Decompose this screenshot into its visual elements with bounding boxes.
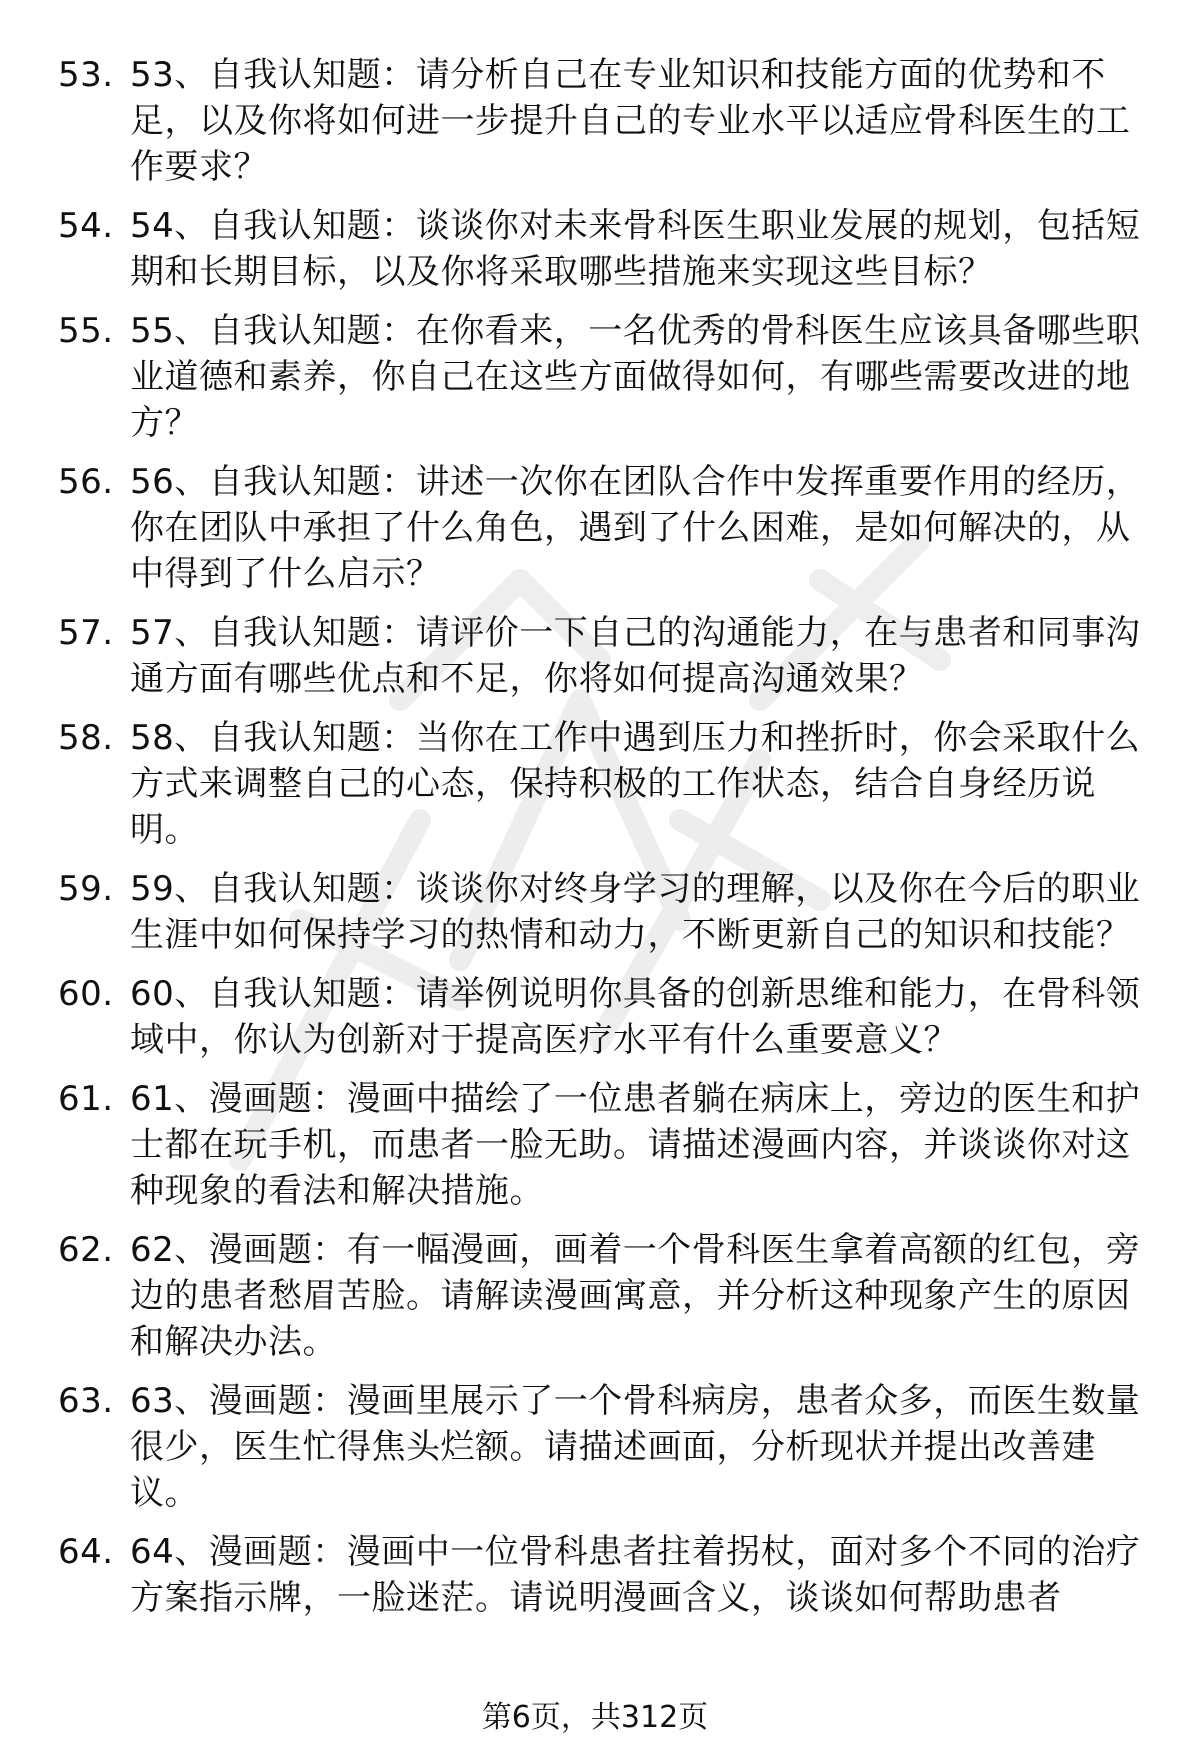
list-item <box>58 1076 1148 1214</box>
question-list <box>58 52 1148 1634</box>
item-text: 59、自我认知题：谈谈你对终身学习的理解，以及你在今后的职业生涯中如何保持学习的热情和动力，不断更新自己的知识和技能？ <box>130 869 1141 955</box>
list-item <box>58 610 1148 702</box>
list-item <box>58 1378 1148 1516</box>
item-text: 58、自我认知题：当你在工作中遇到压力和挫折时，你会采取什么方式来调整自己的心态，保持积极的工作状态，结合自身经历说明。 <box>130 718 1141 850</box>
item-text: 57、自我认知题：请评价一下自己的沟通能力，在与患者和同事沟通方面有哪些优点和不足，你将如何提高沟通效果？ <box>130 613 1141 699</box>
item-text: 64、漫画题：漫画中一位骨科患者拄着拐杖，面对多个不同的治疗方案指示牌，一脸迷茫。请说明漫画含义，谈谈如何帮助患者 <box>130 1532 1141 1618</box>
list-item <box>58 459 1148 597</box>
list-item <box>58 715 1148 853</box>
item-number: 56. <box>58 462 114 502</box>
list-item <box>58 1529 1148 1621</box>
list-item <box>58 971 1148 1063</box>
item-text: 63、漫画题：漫画里展示了一个骨科病房，患者众多，而医生数量很少，医生忙得焦头烂额。请描述画面，分析现状并提出改善建议。 <box>130 1381 1141 1513</box>
item-number: 58. <box>58 718 114 758</box>
item-number: 55. <box>58 311 114 351</box>
item-number: 54. <box>58 206 114 246</box>
item-text: 62、漫画题：有一幅漫画，画着一个骨科医生拿着高额的红包，旁边的患者愁眉苦脸。请解读漫画寓意，并分析这种现象产生的原因和解决办法。 <box>130 1230 1141 1362</box>
item-number: 64. <box>58 1532 114 1572</box>
item-number: 59. <box>58 869 114 909</box>
item-text: 54、自我认知题：谈谈你对未来骨科医生职业发展的规划，包括短期和长期目标，以及你将采取哪些措施来实现这些目标？ <box>130 206 1141 292</box>
list-item <box>58 203 1148 295</box>
list-item <box>58 1227 1148 1365</box>
page-number-footer: 第6页，共312页 <box>481 1700 709 1735</box>
item-number: 57. <box>58 613 114 653</box>
item-text: 55、自我认知题：在你看来，一名优秀的骨科医生应该具备哪些职业道德和素养，你自己在这些方面做得如何，有哪些需要改进的地方？ <box>130 311 1141 443</box>
item-text: 60、自我认知题：请举例说明你具备的创新思维和能力，在骨科领域中，你认为创新对于提高医疗水平有什么重要意义？ <box>130 974 1141 1060</box>
list-item <box>58 52 1148 190</box>
list-item <box>58 308 1148 446</box>
item-number: 63. <box>58 1381 114 1421</box>
item-text: 61、漫画题：漫画中描绘了一位患者躺在病床上，旁边的医生和护士都在玩手机，而患者一脸无助。请描述漫画内容，并谈谈你对这种现象的看法和解决措施。 <box>130 1079 1141 1211</box>
item-number: 53. <box>58 55 114 95</box>
item-number: 61. <box>58 1079 114 1119</box>
item-text: 56、自我认知题：讲述一次你在团队合作中发挥重要作用的经历，你在团队中承担了什么角色，遇到了什么困难，是如何解决的，从中得到了什么启示？ <box>130 462 1141 594</box>
item-text: 53、自我认知题：请分析自己在专业知识和技能方面的优势和不足，以及你将如何进一步提升自己的专业水平以适应骨科医生的工作要求？ <box>130 55 1131 187</box>
item-number: 62. <box>58 1230 114 1270</box>
list-item <box>58 866 1148 958</box>
item-number: 60. <box>58 974 114 1014</box>
